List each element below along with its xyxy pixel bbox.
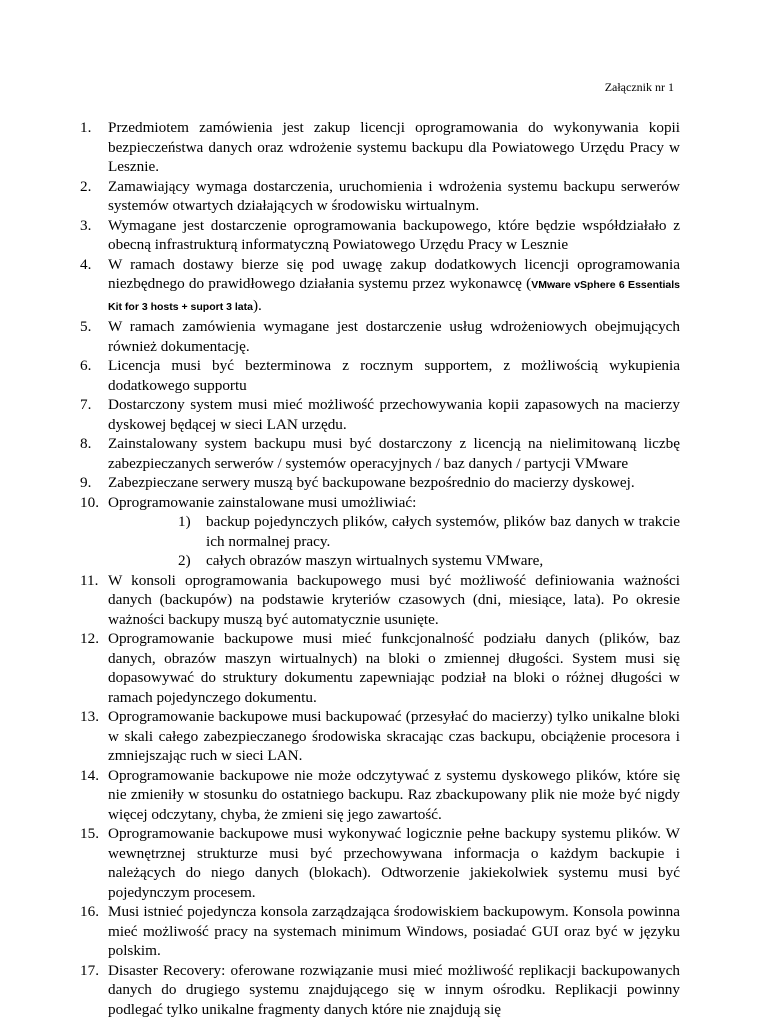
list-item (80, 766, 680, 825)
item-text: Dostarczony system musi mieć możliwość przechowywania kopii zapasowych na macierzy dyskowej będącej w sieci LAN urzędu. (108, 396, 680, 433)
item-text: W ramach zamówienia wymagane jest dostarczenie usług wdrożeniowych obejmujących również dokumentację. (108, 318, 680, 355)
list-item (80, 629, 680, 707)
list-item (80, 473, 680, 493)
item-text: W ramach dostawy bierze się pod uwagę zakup dodatkowych licencji oprogramowania niezbędnego do prawidłowego działania systemu przez wykonawcę (108, 256, 680, 293)
item-text: Zamawiający wymaga dostarczenia, uruchomienia i wdrożenia systemu backupu serwerów systemów otwartych działających w środowisku wirtualnym. (108, 178, 680, 215)
item-number: 14. (80, 766, 108, 786)
list-item (80, 118, 680, 177)
attachment-header: Załącznik nr 1 (605, 80, 674, 95)
requirements-list (80, 118, 680, 1019)
item-number: 10. (80, 493, 108, 513)
sub-item-text: całych obrazów maszyn wirtualnych systemu VMware, (206, 552, 543, 569)
list-item (80, 434, 680, 473)
item-text: Musi istnieć pojedyncza konsola zarządzająca środowiskiem backupowym. Konsola powinna mieć możliwość pracy na systemach minimum Windows, posiadać GUI oraz być w języku polskim. (108, 903, 680, 959)
item-number: 9. (80, 473, 108, 493)
item-text: W konsoli oprogramowania backupowego musi być możliwość definiowania ważności danych (backupów) na podstawie kryteriów czasowych (dni, miesiące, lata). Po okresie ważności backupy muszą być automatycznie usunięte. (108, 572, 680, 628)
item-text: Przedmiotem zamówienia jest zakup licencji oprogramowania do wykonywania kopii bezpieczeństwa danych oraz wdrożenie systemu backupu dla Powiatowego Urzędu Pracy w Lesznie. (108, 119, 680, 175)
item-number: 2. (80, 177, 108, 197)
item-number: 13. (80, 707, 108, 727)
item-number: 15. (80, 824, 108, 844)
list-item (80, 177, 680, 216)
item-number: 6. (80, 356, 108, 376)
list-item (80, 571, 680, 630)
list-item (80, 395, 680, 434)
item-text: Oprogramowanie zainstalowane musi umożliwiać: (108, 494, 416, 511)
item-text: Disaster Recovery: oferowane rozwiązanie musi mieć możliwość replikacji backupowanych danych do drugiego systemu znajdującego się w innym ośrodku. Replikacji powinny podlegać tylko unikalne fragmenty danych które nie znajdują się (108, 962, 680, 1018)
list-item (80, 216, 680, 255)
item-number: 11. (80, 571, 108, 591)
list-item (80, 824, 680, 902)
list-item (80, 317, 680, 356)
item-number: 16. (80, 902, 108, 922)
item-number: 5. (80, 317, 108, 337)
sub-item-number: 1) (178, 512, 191, 532)
item-text: Oprogramowanie backupowe musi wykonywać logicznie pełne backupy systemu plików. W wewnętrznej strukturze musi być przechowywana informacja o każdym backupie i należących do niego danych (blokach). Odtworzenie jakiekolwiek systemu musi być pojedynczym procesem. (108, 825, 680, 901)
sub-list-item (108, 551, 680, 571)
item-text: Wymagane jest dostarczenie oprogramowania backupowego, które będzie współdziałało z obecną infrastrukturą informatyczną Powiatowego Urzędu Pracy w Lesznie (108, 217, 680, 254)
list-item (80, 255, 680, 318)
list-item (80, 902, 680, 961)
item-text: Oprogramowanie backupowe musi backupować (przesyłać do macierzy) tylko unikalne bloki w skali całego zabezpieczanego środowiska skracając czas backupu, obciążenie procesora i zmniejszając ruch w sieci LAN. (108, 708, 680, 764)
item-number: 1. (80, 118, 108, 138)
item-note-open: ( (526, 275, 531, 292)
list-item (80, 493, 680, 571)
item-text: Zabezpieczane serwery muszą być backupowane bezpośrednio do macierzy dyskowej. (108, 474, 635, 491)
item-note: VMware vSphere 6 Essentials Kit for 3 hosts + suport 3 lata (108, 279, 680, 313)
item-number: 4. (80, 255, 108, 275)
item-note-close: ). (253, 297, 262, 314)
item-text: Oprogramowanie backupowe nie może odczytywać z systemu dyskowego plików, które się nie zmieniły w stosunku do ostatniego backupu. Raz zbackupowany plik nie może być nigdy więcej odczytany, chyba, że zmieni się jego zawartość. (108, 767, 680, 823)
list-item (80, 707, 680, 766)
item-number: 8. (80, 434, 108, 454)
list-item (80, 356, 680, 395)
item-number: 7. (80, 395, 108, 415)
sub-item-text: backup pojedynczych plików, całych systemów, plików baz danych w trakcie ich normalnej pracy. (206, 513, 680, 550)
item-number: 17. (80, 961, 108, 981)
item-text: Zainstalowany system backupu musi być dostarczony z licencją na nielimitowaną liczbę zabezpieczanych serwerów / systemów operacyjnych / baz danych / partycji VMware (108, 435, 680, 472)
sub-list (108, 512, 680, 571)
item-text: Licencja musi być bezterminowa z rocznym supportem, z możliwością wykupienia dodatkowego supportu (108, 357, 680, 394)
item-number: 3. (80, 216, 108, 236)
list-item (80, 961, 680, 1019)
item-text: Oprogramowanie backupowe musi mieć funkcjonalność podziału danych (plików, baz danych, obrazów maszyn wirtualnych) na bloki o zmiennej długości. System musi się dopasowywać do struktury dokumentu zapewniając podział na bloki o różnej długości w ramach pojedynczego dokumentu. (108, 630, 680, 706)
item-number: 12. (80, 629, 108, 649)
sub-item-number: 2) (178, 551, 191, 571)
sub-list-item (108, 512, 680, 551)
